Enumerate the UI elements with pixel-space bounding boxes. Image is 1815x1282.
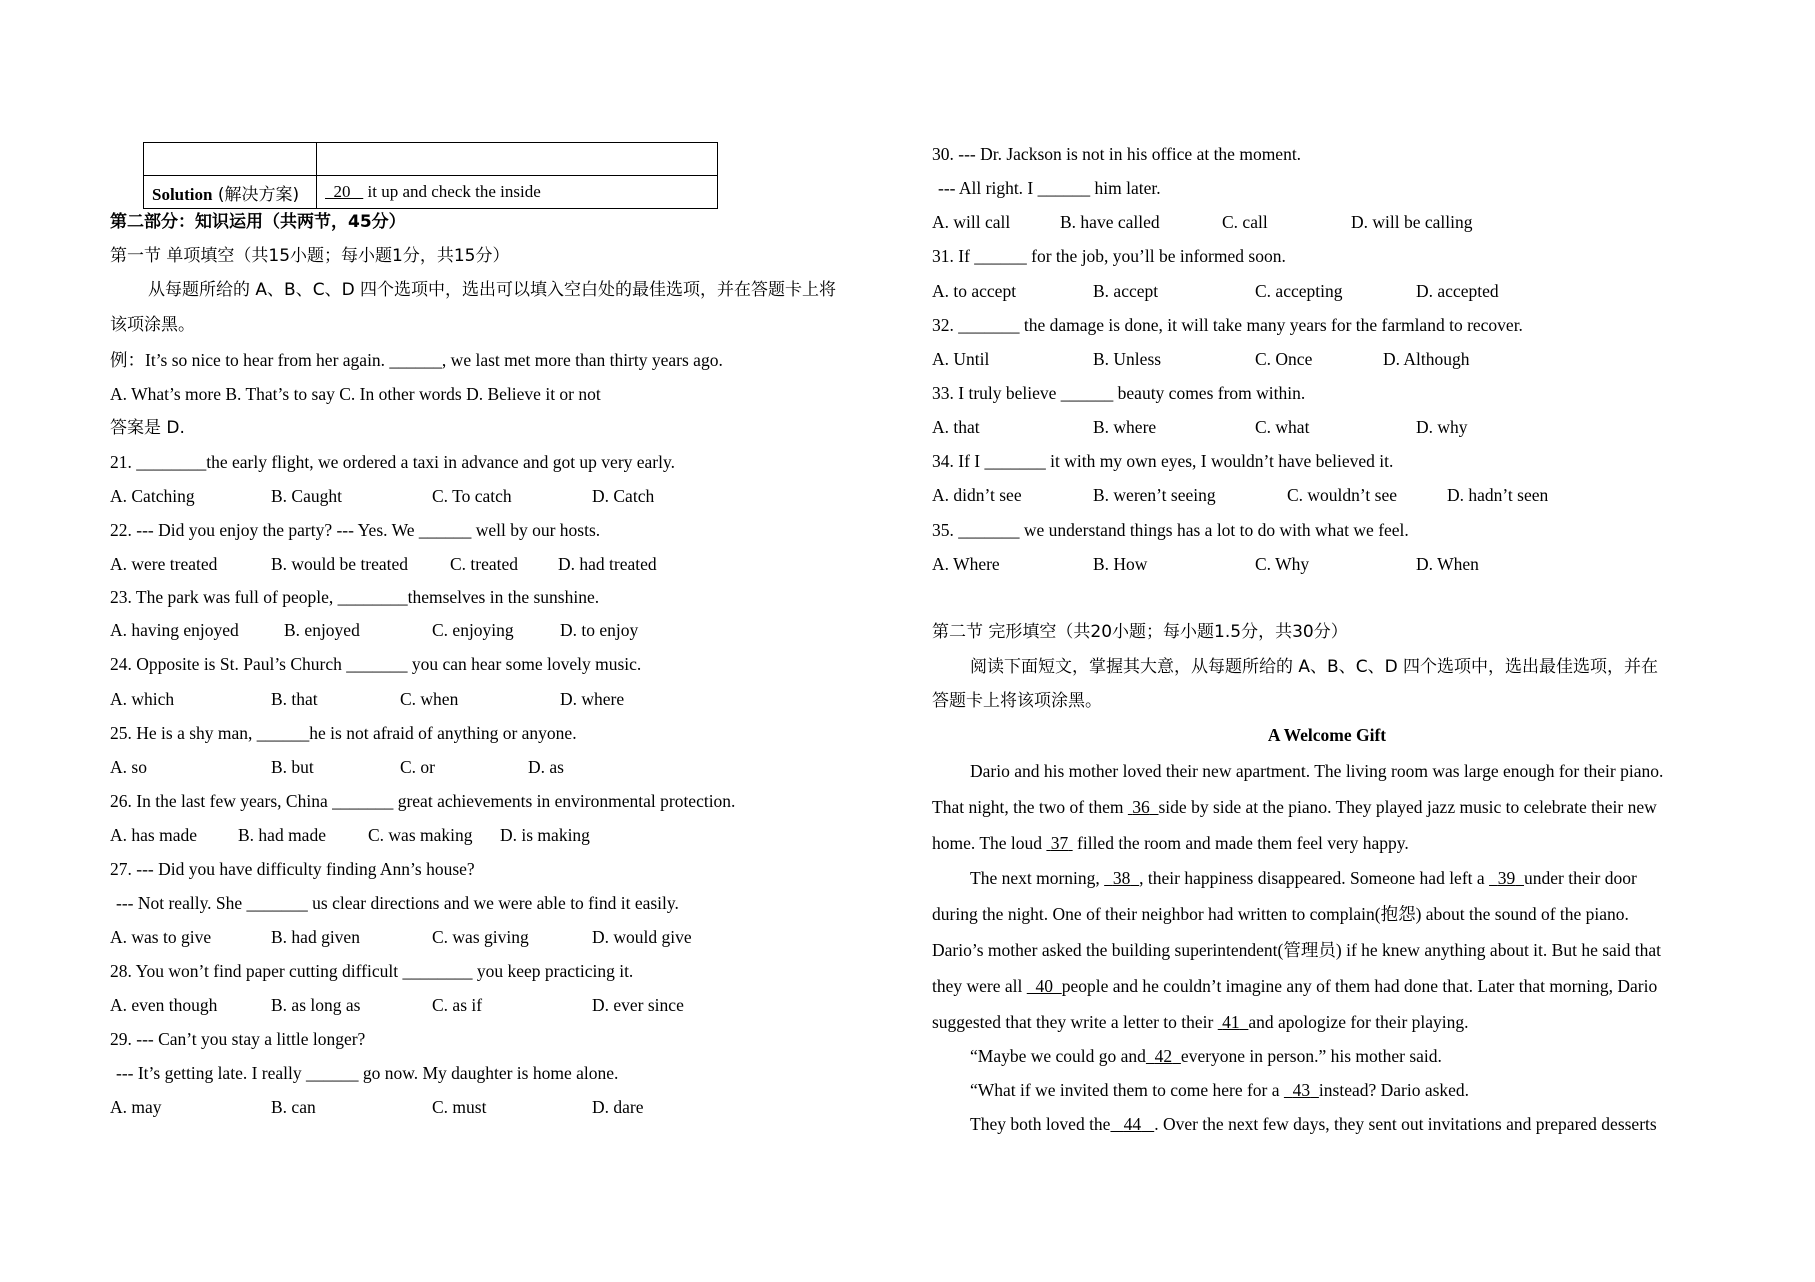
blank-43: 43 xyxy=(1292,1080,1311,1100)
option: D. When xyxy=(1416,554,1479,574)
options-27 xyxy=(110,926,692,948)
question-31: 31. If ______ for the job, you’ll be informed soon. xyxy=(932,246,1286,266)
option: C. wouldn’t see xyxy=(1287,485,1398,505)
question-25: 25. He is a shy man, ______he is not afraid of anything or anyone. xyxy=(110,723,577,743)
option: D. dare xyxy=(592,1097,644,1117)
question-30: 30. --- Dr. Jackson is not in his office at the moment. xyxy=(932,144,1302,164)
option: B. have called xyxy=(1060,212,1160,232)
option: B. How xyxy=(1093,554,1148,574)
table-row xyxy=(144,176,718,209)
table-cell-label xyxy=(144,176,317,209)
option: B. that xyxy=(271,689,318,709)
table-cell xyxy=(317,143,718,176)
blank-36: 36 xyxy=(1132,797,1150,817)
option: D. why xyxy=(1416,417,1468,437)
option: A. has made xyxy=(110,825,197,845)
options-21 xyxy=(110,485,654,507)
option: C. as if xyxy=(432,995,483,1015)
option: B. accept xyxy=(1093,281,1159,301)
table-cell-answer xyxy=(317,176,718,209)
question-23: 23. The park was full of people, ________themselves in the sunshine. xyxy=(110,587,600,607)
option: D. to enjoy xyxy=(560,620,639,640)
question-26: 26. In the last few years, China _______ great achievements in environmental protection. xyxy=(110,791,736,811)
question-28: 28. You won’t find paper cutting difficult ________ you keep practicing it. xyxy=(110,961,634,981)
option: D. had treated xyxy=(558,554,657,574)
options-30 xyxy=(932,211,1473,233)
instruction-line: 阅读下面短文，掌握其大意，从每题所给的 A、B、C、D 四个选项中，选出最佳选项，并在 xyxy=(970,657,1659,677)
option: A. didn’t see xyxy=(932,485,1022,505)
question-24: 24. Opposite is St. Paul’s Church _______ you can hear some lovely music. xyxy=(110,654,642,674)
section1-heading: 第一节 单项填空（共15小题；每小题1分，共15分） xyxy=(110,246,510,266)
option: D. hadn’t seen xyxy=(1447,485,1549,505)
instruction-line: 答题卡上将该项涂黑。 xyxy=(932,691,1102,711)
options-31 xyxy=(932,280,1499,302)
options-34 xyxy=(932,484,1548,506)
blank-41: 41 xyxy=(1222,1012,1240,1032)
option: A. were treated xyxy=(110,554,218,574)
options-22 xyxy=(110,553,657,575)
option: A. may xyxy=(110,1097,162,1117)
option: A. which xyxy=(110,689,175,709)
blank-40: 40 xyxy=(1035,976,1053,996)
option: A. having enjoyed xyxy=(110,620,239,640)
option: C. when xyxy=(400,689,459,709)
option: C. was giving xyxy=(432,927,529,947)
question-22: 22. --- Did you enjoy the party? --- Yes. We ______ well by our hosts. xyxy=(110,520,601,540)
question-30-reply: --- All right. I ______ him later. xyxy=(938,178,1161,198)
example-options: A. What’s more B. That’s to say C. In other words D. Believe it or not xyxy=(110,384,601,404)
instruction-line: 该项涂黑。 xyxy=(110,315,195,335)
table-row xyxy=(144,143,718,176)
options-26 xyxy=(110,824,590,846)
passage-line: They both loved the 44 . Over the next few days, they sent out invitations and prepared desserts xyxy=(970,1114,1657,1134)
solution-text: it up and check the inside xyxy=(363,182,541,201)
option: B. had made xyxy=(238,825,326,845)
question-35: 35. _______ we understand things has a lot to do with what we feel. xyxy=(932,520,1409,540)
passage-line: they were all 40 people and he couldn’t imagine any of them had done that. Later that morning, Dario xyxy=(932,976,1658,996)
question-27-reply: --- Not really. She _______ us clear directions and we were able to find it easily. xyxy=(116,893,679,913)
options-33 xyxy=(932,416,1468,438)
instruction-line: 从每题所给的 A、B、C、D 四个选项中，选出可以填入空白处的最佳选项，并在答题卡上将 xyxy=(148,280,837,300)
option: D. where xyxy=(560,689,625,709)
solution-label: Solution xyxy=(152,184,213,204)
option: B. but xyxy=(271,757,314,777)
option: C. or xyxy=(400,757,435,777)
option: C. call xyxy=(1222,212,1268,232)
option: B. enjoyed xyxy=(284,620,360,640)
question-33: 33. I truly believe ______ beauty comes from within. xyxy=(932,383,1306,403)
option: D. is making xyxy=(500,825,590,845)
options-24 xyxy=(110,688,624,710)
option: C. must xyxy=(432,1097,487,1117)
section2-heading: 第二节 完形填空（共20小题；每小题1.5分，共30分） xyxy=(932,622,1348,642)
blank-44: 44 xyxy=(1123,1114,1142,1134)
option: B. where xyxy=(1093,417,1157,437)
options-23 xyxy=(110,619,638,641)
blank-37: 37 xyxy=(1050,833,1069,853)
options-25 xyxy=(110,756,564,778)
option: D. as xyxy=(528,757,564,777)
option: B. can xyxy=(271,1097,316,1117)
option: A. that xyxy=(932,417,980,437)
option: C. Why xyxy=(1255,554,1310,574)
passage-line: “Maybe we could go and 42 everyone in person.” his mother said. xyxy=(970,1046,1442,1066)
blank-20: 20 xyxy=(333,182,351,201)
option: B. weren’t seeing xyxy=(1093,485,1216,505)
passage-title: A Welcome Gift xyxy=(1267,725,1387,745)
question-34: 34. If I _______ it with my own eyes, I wouldn’t have believed it. xyxy=(932,451,1394,471)
options-29 xyxy=(110,1096,644,1118)
option: B. Caught xyxy=(271,486,342,506)
passage-line: That night, the two of them 36 side by side at the piano. They played jazz music to celebrate their new xyxy=(932,797,1657,817)
option: A. Until xyxy=(932,349,990,369)
blank-42: 42 xyxy=(1154,1046,1173,1066)
blank-39: 39 xyxy=(1497,868,1516,888)
option: C. was making xyxy=(368,825,473,845)
option: A. so xyxy=(110,757,147,777)
passage-line: Dario’s mother asked the building superintendent(管理员) if he knew anything about it. But he said that xyxy=(932,940,1662,960)
table-cell xyxy=(144,143,317,176)
option: C. Once xyxy=(1255,349,1313,369)
question-32: 32. _______ the damage is done, it will take many years for the farmland to recover. xyxy=(932,315,1523,335)
example-question: 例：It’s so nice to hear from her again. ______, we last met more than thirty years ago. xyxy=(110,350,723,370)
part-heading: 第二部分：知识运用（共两节，45分） xyxy=(110,212,406,232)
question-29: 29. --- Can’t you stay a little longer? xyxy=(110,1029,366,1049)
option: C. enjoying xyxy=(432,620,514,640)
option: A. Where xyxy=(932,554,1000,574)
passage-line: Dario and his mother loved their new apartment. The living room was large enough for their piano. xyxy=(970,761,1664,781)
option: A. even though xyxy=(110,995,218,1015)
option: C. accepting xyxy=(1255,281,1343,301)
option: D. will be calling xyxy=(1351,212,1473,232)
passage-line: during the night. One of their neighbor had written to complain(抱怨) about the sound of the piano. xyxy=(932,904,1629,924)
question-29-reply: --- It’s getting late. I really ______ go now. My daughter is home alone. xyxy=(116,1063,619,1083)
option: D. would give xyxy=(592,927,692,947)
option: B. Unless xyxy=(1093,349,1162,369)
option: C. treated xyxy=(450,554,519,574)
passage-line: home. The loud 37 filled the room and made them feel very happy. xyxy=(932,833,1409,853)
question-27: 27. --- Did you have difficulty finding Ann’s house? xyxy=(110,859,475,879)
option: B. had given xyxy=(271,927,360,947)
option: D. ever since xyxy=(592,995,684,1015)
blank-38: 38 xyxy=(1112,868,1131,888)
option: D. Although xyxy=(1383,349,1470,369)
option: A. was to give xyxy=(110,927,212,947)
option: B. would be treated xyxy=(271,554,409,574)
passage-line: “What if we invited them to come here for a 43 instead? Dario asked. xyxy=(970,1080,1470,1100)
option: B. as long as xyxy=(271,995,361,1015)
option: C. what xyxy=(1255,417,1310,437)
solution-table xyxy=(143,142,718,209)
passage-line: suggested that they write a letter to their 41 and apologize for their playing. xyxy=(932,1012,1469,1032)
example-answer: 答案是 D. xyxy=(110,418,185,438)
option: A. Catching xyxy=(110,486,195,506)
solution-label-cn: (解决方案) xyxy=(212,184,300,205)
option: A. will call xyxy=(932,212,1011,232)
question-21: 21. ________the early flight, we ordered a taxi in advance and got up very early. xyxy=(110,452,675,472)
option: D. Catch xyxy=(592,486,655,506)
option: D. accepted xyxy=(1416,281,1499,301)
option: A. to accept xyxy=(932,281,1017,301)
options-35 xyxy=(932,553,1479,575)
passage-line: The next morning, 38 , their happiness disappeared. Someone had left a 39 under their door xyxy=(970,868,1637,888)
option: C. To catch xyxy=(432,486,512,506)
options-28 xyxy=(110,994,684,1016)
options-32 xyxy=(932,348,1470,370)
